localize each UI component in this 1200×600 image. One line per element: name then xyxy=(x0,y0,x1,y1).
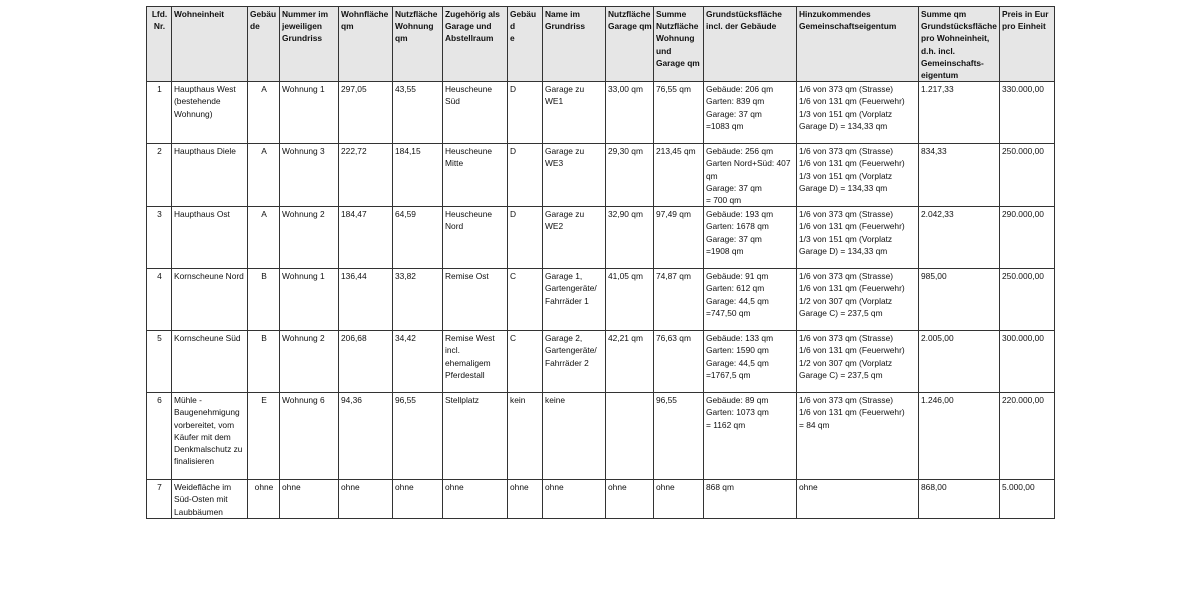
cell-lfd-nr: 4 xyxy=(147,269,172,331)
table-row xyxy=(147,144,1055,207)
cell-zugehoerig: ohne xyxy=(443,480,508,519)
cell-zugehoerig: Heuscheune Süd xyxy=(443,82,508,144)
cell-grundstuecksflaeche: Gebäude: 89 qm Garten: 1073 qm = 1162 qm xyxy=(704,393,797,480)
cell-name-grundriss: ohne xyxy=(543,480,606,519)
cell-wohneinheit: Haupthaus West (bestehende Wohnung) xyxy=(172,82,248,144)
cell-lfd-nr: 2 xyxy=(147,144,172,207)
cell-summe-nutzflaeche: 96,55 xyxy=(654,393,704,480)
cell-lfd-nr: 6 xyxy=(147,393,172,480)
cell-nutzflaeche-garage: 42,21 qm xyxy=(606,331,654,393)
cell-gemeinschaftseigentum: 1/6 von 373 qm (Strasse) 1/6 von 131 qm (Feuerwehr) 1/3 von 151 qm (Vorplatz Garage D) = 134,33 qm xyxy=(797,144,919,207)
cell-nutzflaeche-garage xyxy=(606,393,654,480)
cell-nummer: ohne xyxy=(280,480,339,519)
header-lfd-nr: Lfd. Nr. xyxy=(147,7,172,82)
cell-gebaeude-2: D xyxy=(508,207,543,269)
cell-lfd-nr: 3 xyxy=(147,207,172,269)
table-row xyxy=(147,393,1055,480)
cell-summe-nutzflaeche: 76,55 qm xyxy=(654,82,704,144)
cell-grundstuecksflaeche: 868 qm xyxy=(704,480,797,519)
cell-zugehoerig: Remise Ost xyxy=(443,269,508,331)
cell-preis: 290.000,00 xyxy=(1000,207,1055,269)
cell-zugehoerig: Heuscheune Mitte xyxy=(443,144,508,207)
cell-nummer: Wohnung 1 xyxy=(280,82,339,144)
table-row xyxy=(147,82,1055,144)
cell-name-grundriss: Garage 2, Gartengeräte/ Fahrräder 2 xyxy=(543,331,606,393)
cell-summe-nutzflaeche: 213,45 qm xyxy=(654,144,704,207)
cell-wohnflaeche: 206,68 xyxy=(339,331,393,393)
cell-nutzflaeche-garage: ohne xyxy=(606,480,654,519)
cell-preis: 330.000,00 xyxy=(1000,82,1055,144)
cell-wohneinheit: Kornscheune Süd xyxy=(172,331,248,393)
cell-nutzflaeche-wohnung: 43,55 xyxy=(393,82,443,144)
header-summe-nutzflaeche: Summe Nutzfläche Wohnung und Garage qm xyxy=(654,7,704,82)
property-units-table xyxy=(146,6,1055,519)
cell-name-grundriss: Garage 1, Gartengeräte/ Fahrräder 1 xyxy=(543,269,606,331)
header-summe-qm: Summe qm Grundstücksfläche pro Wohneinheit, d.h. incl. Gemeinschafts-eigentum xyxy=(919,7,1000,82)
cell-nutzflaeche-wohnung: 34,42 xyxy=(393,331,443,393)
cell-summe-qm: 2.042,33 xyxy=(919,207,1000,269)
cell-wohnflaeche: 94,36 xyxy=(339,393,393,480)
cell-gemeinschaftseigentum: 1/6 von 373 qm (Strasse) 1/6 von 131 qm (Feuerwehr) 1/3 von 151 qm (Vorplatz Garage D) = 134,33 qm xyxy=(797,82,919,144)
cell-name-grundriss: Garage zu WE2 xyxy=(543,207,606,269)
cell-gemeinschaftseigentum: 1/6 von 373 qm (Strasse) 1/6 von 131 qm (Feuerwehr) 1/2 von 307 qm (Vorplatz Garage C) = 237,5 qm xyxy=(797,331,919,393)
cell-gebaeude-2: C xyxy=(508,331,543,393)
cell-summe-qm: 1.246,00 xyxy=(919,393,1000,480)
cell-wohneinheit: Weidefläche im Süd-Osten mit Laubbäumen xyxy=(172,480,248,519)
cell-preis: 250.000,00 xyxy=(1000,144,1055,207)
property-table-sheet xyxy=(146,6,1054,519)
header-grundstuecksflaeche: Grundstücksfläche incl. der Gebäude xyxy=(704,7,797,82)
cell-lfd-nr: 7 xyxy=(147,480,172,519)
cell-gebaeude: E xyxy=(248,393,280,480)
cell-nutzflaeche-wohnung: 184,15 xyxy=(393,144,443,207)
cell-lfd-nr: 1 xyxy=(147,82,172,144)
cell-gebaeude: A xyxy=(248,144,280,207)
cell-wohneinheit: Haupthaus Ost xyxy=(172,207,248,269)
cell-wohneinheit: Mühle - Baugenehmigung vorbereitet, vom Käufer mit dem Denkmalschutz zu finalisieren xyxy=(172,393,248,480)
cell-summe-qm: 834,33 xyxy=(919,144,1000,207)
cell-wohnflaeche: 184,47 xyxy=(339,207,393,269)
cell-gebaeude-2: D xyxy=(508,82,543,144)
cell-grundstuecksflaeche: Gebäude: 133 qm Garten: 1590 qm Garage: 44,5 qm =1767,5 qm xyxy=(704,331,797,393)
cell-summe-nutzflaeche: ohne xyxy=(654,480,704,519)
cell-nummer: Wohnung 3 xyxy=(280,144,339,207)
cell-gebaeude: ohne xyxy=(248,480,280,519)
cell-summe-qm: 985,00 xyxy=(919,269,1000,331)
cell-name-grundriss: keine xyxy=(543,393,606,480)
cell-nutzflaeche-garage: 32,90 qm xyxy=(606,207,654,269)
cell-gemeinschaftseigentum: ohne xyxy=(797,480,919,519)
cell-name-grundriss: Garage zu WE3 xyxy=(543,144,606,207)
cell-nummer: Wohnung 1 xyxy=(280,269,339,331)
cell-nummer: Wohnung 2 xyxy=(280,207,339,269)
cell-summe-qm: 1.217,33 xyxy=(919,82,1000,144)
cell-gemeinschaftseigentum: 1/6 von 373 qm (Strasse) 1/6 von 131 qm (Feuerwehr) 1/2 von 307 qm (Vorplatz Garage C) = 237,5 qm xyxy=(797,269,919,331)
cell-nummer: Wohnung 2 xyxy=(280,331,339,393)
cell-preis: 5.000,00 xyxy=(1000,480,1055,519)
cell-gemeinschaftseigentum: 1/6 von 373 qm (Strasse) 1/6 von 131 qm (Feuerwehr) 1/3 von 151 qm (Vorplatz Garage D) = 134,33 qm xyxy=(797,207,919,269)
header-gebaeude: Gebäu de xyxy=(248,7,280,82)
cell-zugehoerig: Stellplatz xyxy=(443,393,508,480)
header-gemeinschaftseigentum: Hinzukommendes Gemeinschaftseigentum xyxy=(797,7,919,82)
cell-grundstuecksflaeche: Gebäude: 206 qm Garten: 839 qm Garage: 37 qm =1083 qm xyxy=(704,82,797,144)
cell-nutzflaeche-wohnung: 64,59 xyxy=(393,207,443,269)
header-gebaeude-2: Gebäud e xyxy=(508,7,543,82)
table-row xyxy=(147,331,1055,393)
cell-name-grundriss: Garage zu WE1 xyxy=(543,82,606,144)
cell-wohnflaeche: 222,72 xyxy=(339,144,393,207)
cell-wohneinheit: Haupthaus Diele xyxy=(172,144,248,207)
cell-wohnflaeche: ohne xyxy=(339,480,393,519)
cell-preis: 220.000,00 xyxy=(1000,393,1055,480)
cell-wohnflaeche: 136,44 xyxy=(339,269,393,331)
cell-gebaeude: A xyxy=(248,207,280,269)
cell-summe-qm: 868,00 xyxy=(919,480,1000,519)
cell-nutzflaeche-garage: 29,30 qm xyxy=(606,144,654,207)
cell-wohnflaeche: 297,05 xyxy=(339,82,393,144)
cell-zugehoerig: Heuscheune Nord xyxy=(443,207,508,269)
cell-summe-qm: 2.005,00 xyxy=(919,331,1000,393)
cell-grundstuecksflaeche: Gebäude: 91 qm Garten: 612 qm Garage: 44,5 qm =747,50 qm xyxy=(704,269,797,331)
cell-grundstuecksflaeche: Gebäude: 256 qm Garten Nord+Süd: 407 qm Garage: 37 qm = 700 qm xyxy=(704,144,797,207)
cell-summe-nutzflaeche: 76,63 qm xyxy=(654,331,704,393)
cell-nutzflaeche-garage: 41,05 qm xyxy=(606,269,654,331)
cell-wohneinheit: Kornscheune Nord xyxy=(172,269,248,331)
cell-gebaeude-2: ohne xyxy=(508,480,543,519)
cell-summe-nutzflaeche: 97,49 qm xyxy=(654,207,704,269)
cell-preis: 250.000,00 xyxy=(1000,269,1055,331)
cell-gemeinschaftseigentum: 1/6 von 373 qm (Strasse) 1/6 von 131 qm (Feuerwehr) = 84 qm xyxy=(797,393,919,480)
cell-lfd-nr: 5 xyxy=(147,331,172,393)
cell-zugehoerig: Remise West incl. ehemaligem Pferdestall xyxy=(443,331,508,393)
header-name-grundriss: Name im Grundriss xyxy=(543,7,606,82)
cell-nutzflaeche-wohnung: 96,55 xyxy=(393,393,443,480)
table-body xyxy=(147,82,1055,519)
header-nutzflaeche-garage: Nutzfläche Garage qm xyxy=(606,7,654,82)
header-nutzflaeche-wohnung: Nutzfläche Wohnung qm xyxy=(393,7,443,82)
table-row xyxy=(147,480,1055,519)
cell-nutzflaeche-wohnung: ohne xyxy=(393,480,443,519)
cell-preis: 300.000,00 xyxy=(1000,331,1055,393)
table-row xyxy=(147,269,1055,331)
header-nummer-grundriss: Nummer im jeweiligen Grundriss xyxy=(280,7,339,82)
cell-summe-nutzflaeche: 74,87 qm xyxy=(654,269,704,331)
cell-gebaeude: B xyxy=(248,269,280,331)
cell-gebaeude-2: kein xyxy=(508,393,543,480)
header-wohnflaeche: Wohnfläche qm xyxy=(339,7,393,82)
cell-gebaeude: A xyxy=(248,82,280,144)
cell-grundstuecksflaeche: Gebäude: 193 qm Garten: 1678 qm Garage: 37 qm =1908 qm xyxy=(704,207,797,269)
cell-nutzflaeche-wohnung: 33,82 xyxy=(393,269,443,331)
cell-gebaeude: B xyxy=(248,331,280,393)
cell-nutzflaeche-garage: 33,00 qm xyxy=(606,82,654,144)
header-wohneinheit: Wohneinheit xyxy=(172,7,248,82)
table-header-row xyxy=(147,7,1055,82)
table-row xyxy=(147,207,1055,269)
cell-nummer: Wohnung 6 xyxy=(280,393,339,480)
cell-gebaeude-2: D xyxy=(508,144,543,207)
cell-gebaeude-2: C xyxy=(508,269,543,331)
header-preis: Preis in Eur pro Einheit xyxy=(1000,7,1055,82)
header-zugehoerig: Zugehörig als Garage und Abstellraum xyxy=(443,7,508,82)
